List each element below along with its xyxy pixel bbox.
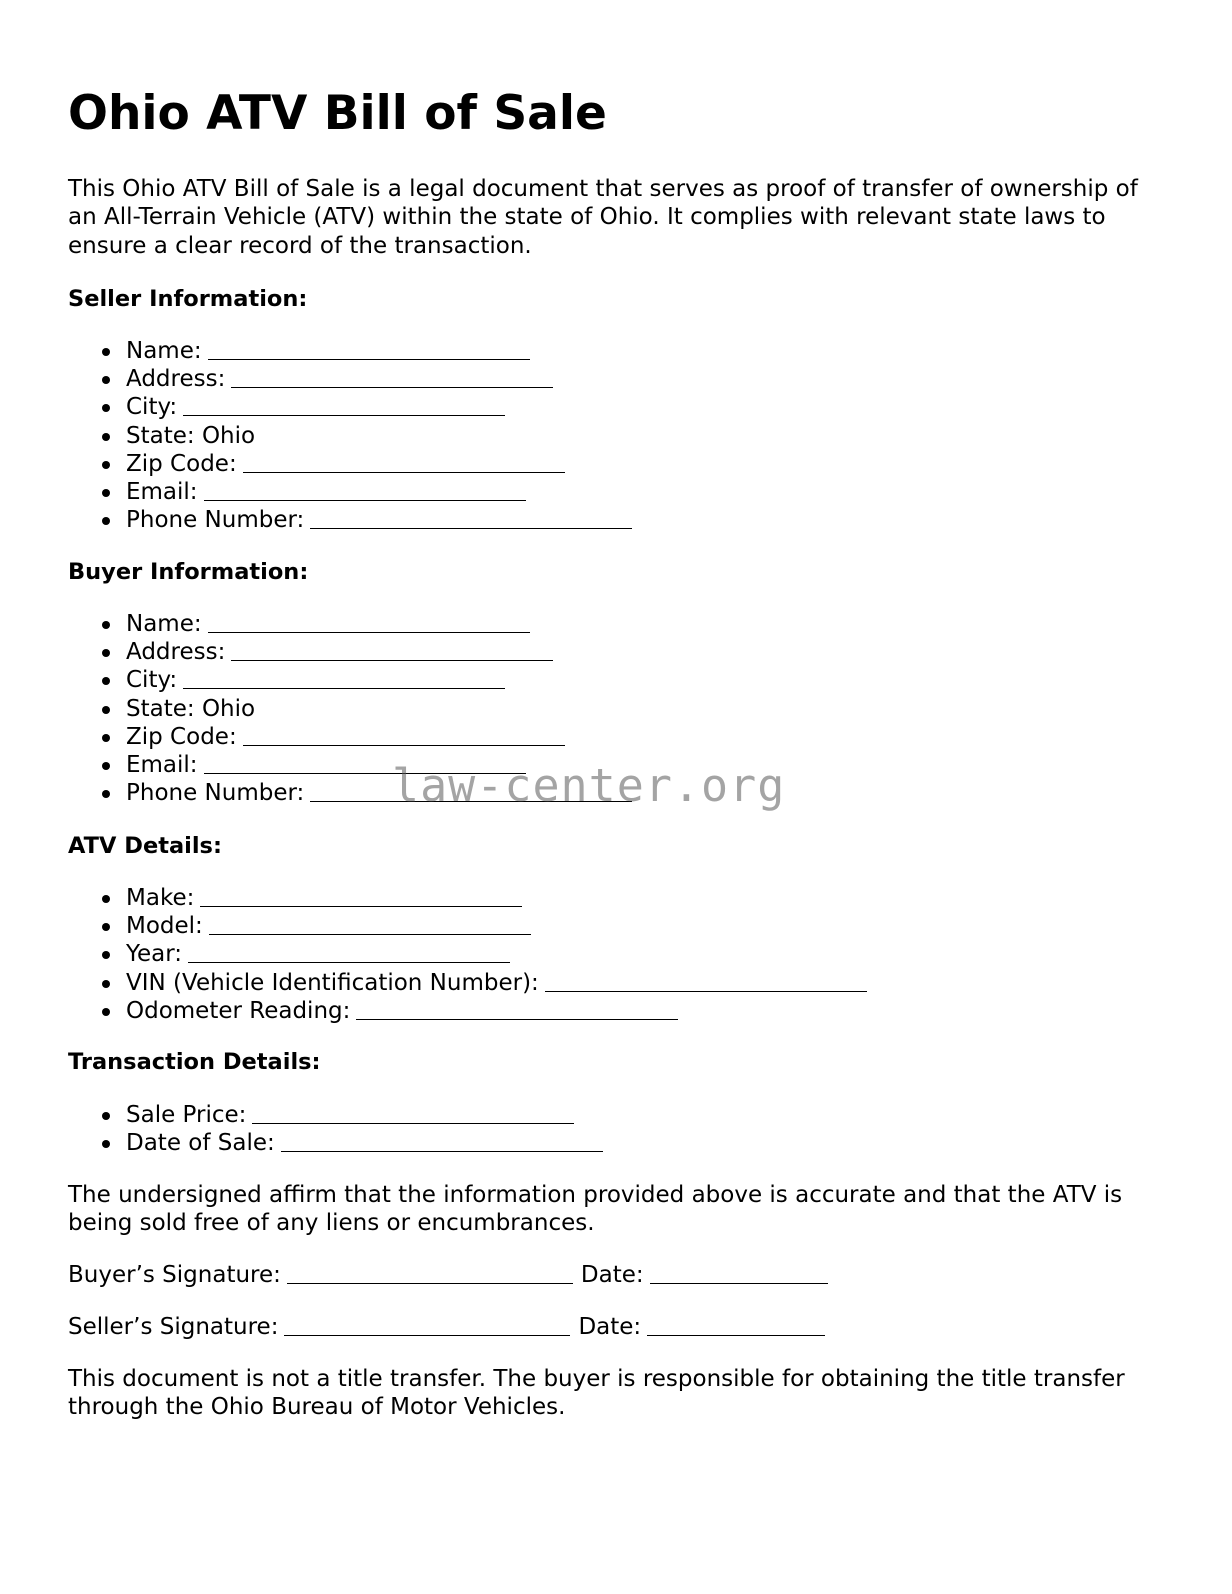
watermark-text: law-center.org — [392, 759, 786, 812]
atv-year-blank[interactable] — [188, 940, 510, 963]
buyer-address-field: Address: — [68, 638, 632, 666]
buyer-phone-field: Phone Number: — [68, 779, 632, 807]
atv-odometer-blank[interactable] — [356, 997, 678, 1020]
seller-state-field: State: Ohio — [68, 422, 632, 450]
buyer-city-blank[interactable] — [183, 666, 505, 689]
atv-year-field: Year: — [68, 940, 867, 968]
seller-phone-blank[interactable] — [310, 506, 632, 529]
sale-price-blank[interactable] — [252, 1101, 574, 1124]
footer-note: This document is not a title transfer. The buyer is responsible for obtaining the title transfer through the Ohio Bureau of Motor Vehicles. — [68, 1366, 1125, 1421]
transaction-field-list — [68, 1101, 603, 1157]
buyer-email-field: Email: — [68, 751, 632, 779]
date-of-sale-field: Date of Sale: — [68, 1129, 603, 1157]
atv-make-field: Make: — [68, 884, 867, 912]
seller-date-blank[interactable] — [647, 1313, 825, 1336]
seller-date-label: Date: — [578, 1314, 642, 1340]
seller-email-blank[interactable] — [204, 478, 526, 501]
seller-signature-row — [68, 1313, 825, 1341]
atv-model-blank[interactable] — [209, 912, 531, 935]
seller-email-field: Email: — [68, 478, 632, 506]
buyer-state-field: State: Ohio — [68, 695, 632, 723]
date-of-sale-blank[interactable] — [281, 1129, 603, 1152]
atv-heading: ATV Details: — [68, 833, 222, 859]
buyer-address-blank[interactable] — [231, 638, 553, 661]
atv-model-field: Model: — [68, 912, 867, 940]
affirmation-paragraph: The undersigned affirm that the information provided above is accurate and that the ATV is being sold free of any liens or encumbrances. — [68, 1182, 1123, 1237]
document-title: Ohio ATV Bill of Sale — [68, 86, 607, 141]
seller-phone-field: Phone Number: — [68, 506, 632, 534]
seller-address-field: Address: — [68, 365, 632, 393]
atv-vin-blank[interactable] — [545, 969, 867, 992]
seller-signature-label: Seller’s Signature: — [68, 1314, 279, 1340]
transaction-heading: Transaction Details: — [68, 1049, 321, 1075]
buyer-date-blank[interactable] — [650, 1261, 828, 1284]
seller-city-field: City: — [68, 393, 632, 421]
seller-heading: Seller Information: — [68, 286, 308, 312]
buyer-signature-blank[interactable] — [287, 1261, 573, 1284]
atv-vin-field: VIN (Vehicle Identification Number): — [68, 969, 867, 997]
buyer-date-label: Date: — [580, 1262, 644, 1288]
seller-signature-blank[interactable] — [284, 1313, 570, 1336]
seller-field-list — [68, 337, 632, 534]
atv-field-list — [68, 884, 867, 1025]
seller-zip-field: Zip Code: — [68, 450, 632, 478]
buyer-city-field: City: — [68, 666, 632, 694]
buyer-zip-field: Zip Code: — [68, 723, 632, 751]
buyer-heading: Buyer Information: — [68, 559, 309, 585]
atv-make-blank[interactable] — [200, 884, 522, 907]
buyer-name-field: Name: — [68, 610, 632, 638]
intro-paragraph: This Ohio ATV Bill of Sale is a legal document that serves as proof of transfer of ownership of an All-Terrain Vehicle (ATV) within the state of Ohio. It complies with relevant state laws to ensure a clear record of the transaction. — [68, 176, 1138, 259]
seller-address-blank[interactable] — [231, 365, 553, 388]
seller-city-blank[interactable] — [183, 393, 505, 416]
buyer-zip-blank[interactable] — [243, 723, 565, 746]
buyer-signature-row — [68, 1261, 828, 1289]
buyer-signature-label: Buyer’s Signature: — [68, 1262, 281, 1288]
atv-odometer-field: Odometer Reading: — [68, 997, 867, 1025]
seller-name-blank[interactable] — [208, 337, 530, 360]
seller-zip-blank[interactable] — [243, 450, 565, 473]
seller-name-field: Name: — [68, 337, 632, 365]
buyer-name-blank[interactable] — [208, 610, 530, 633]
sale-price-field: Sale Price: — [68, 1101, 603, 1129]
